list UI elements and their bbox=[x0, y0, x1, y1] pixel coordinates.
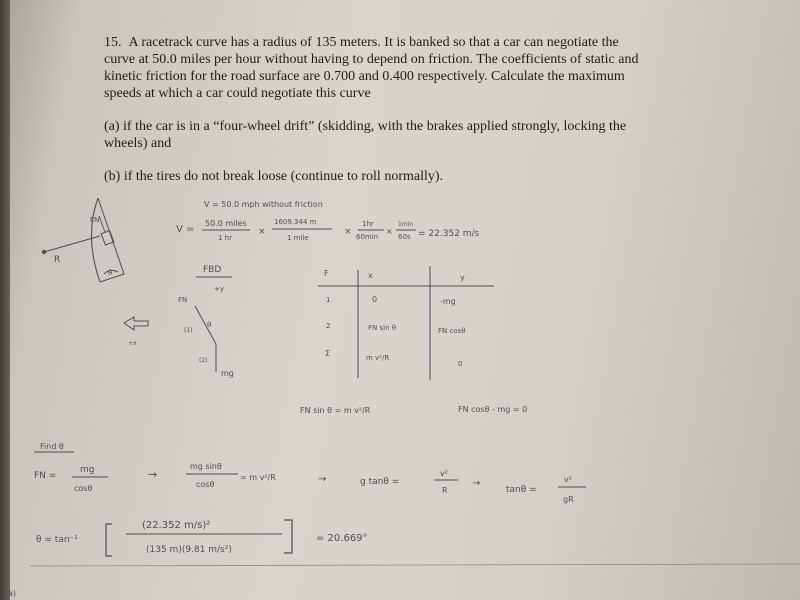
speed-header: V = 50.0 mph without friction bbox=[204, 200, 323, 209]
fbd-mg-label: mg bbox=[221, 369, 234, 378]
step3-lhs: g tanθ = bbox=[360, 477, 400, 487]
fn-den: cosθ bbox=[74, 484, 93, 493]
frac2-den: 1 mile bbox=[287, 234, 309, 242]
statement-line-3: kinetic friction for the road surface are 0.700 and 0.400 respectively. Calculate the maximum bbox=[104, 69, 625, 84]
left-bracket bbox=[106, 524, 112, 556]
find-label: Find θ bbox=[40, 442, 64, 451]
step2-num: mg sinθ bbox=[190, 462, 222, 471]
free-body-diagram bbox=[124, 265, 234, 378]
fbd-marker-1: (1) bbox=[184, 327, 193, 334]
table-row-3-x: m v²/R bbox=[366, 354, 390, 362]
frac4-den: 60s bbox=[398, 233, 411, 241]
direction-arrow-icon bbox=[124, 317, 148, 330]
theta-num: (22.352 m/s)² bbox=[142, 520, 211, 531]
equation-y: FN cosθ - mg = 0 bbox=[458, 405, 528, 414]
arrow-1: → bbox=[148, 468, 158, 481]
table-row-2-f: 2 bbox=[326, 322, 331, 330]
theta-result: = 20.669° bbox=[316, 533, 368, 544]
table-row-1-x: 0 bbox=[372, 295, 378, 304]
fbd-title: FBD bbox=[203, 265, 222, 275]
frac3-den: 60min bbox=[356, 233, 379, 241]
fbd-plus-x: +x bbox=[128, 340, 137, 347]
theta-den: (135 m)(9.81 m/s²) bbox=[146, 545, 232, 555]
v-result: = 22.352 m/s bbox=[418, 229, 480, 239]
step4-num: v² bbox=[564, 475, 572, 484]
paper-rule bbox=[30, 564, 800, 566]
frac3-num: 1hr bbox=[362, 220, 374, 228]
theta-lhs: θ = tan⁻¹ bbox=[36, 535, 78, 545]
statement-line-1: 15. A racetrack curve has a radius of 135 meters. It is banked so that a car can negotiate the bbox=[104, 35, 619, 50]
table-header-f: F bbox=[324, 269, 329, 278]
curve-arc bbox=[91, 198, 100, 282]
step3-den: R bbox=[442, 486, 448, 495]
table-row-2-x: FN sin θ bbox=[368, 324, 397, 332]
table-row-2-y: FN cosθ bbox=[438, 327, 466, 335]
part-b-line: (b) if the tires do not break loose (continue to roll normally). bbox=[104, 169, 444, 184]
step4-den: gR bbox=[563, 495, 574, 504]
fn-vector bbox=[195, 306, 216, 344]
fbd-fn-label: FN bbox=[178, 296, 188, 304]
step2-den: cosθ bbox=[196, 480, 215, 489]
normal-label: FN bbox=[90, 216, 100, 224]
fbd-plus-y: +y bbox=[214, 285, 225, 293]
arrow-2: → bbox=[318, 474, 327, 485]
times1: × bbox=[258, 227, 266, 237]
step2-rhs: = m v²/R bbox=[240, 473, 276, 482]
step3-num: v² bbox=[440, 469, 448, 478]
v-prefix: V = bbox=[176, 224, 195, 235]
table-row-3-y: 0 bbox=[458, 360, 463, 368]
frac4-num: 1min bbox=[398, 221, 414, 228]
force-table bbox=[318, 266, 494, 380]
part-a-line-1: (a) if the car is in a “four-wheel drift” (skidding, with the brakes applied strongly, locking the bbox=[104, 119, 627, 134]
frac1-num: 50.0 miles bbox=[205, 219, 247, 228]
fn-lhs: FN = bbox=[34, 471, 57, 481]
banked-curve-diagram bbox=[42, 198, 124, 282]
right-bracket bbox=[284, 520, 292, 553]
table-row-1-y: -mg bbox=[440, 297, 456, 306]
fbd-theta: θ bbox=[207, 321, 212, 329]
table-header-x: x bbox=[368, 271, 373, 280]
statement-line-2: curve at 50.0 miles per hour without having to depend on friction. The coefficients of static and bbox=[104, 52, 639, 67]
table-row-1-f: 1 bbox=[326, 296, 331, 304]
frac1-den: 1 hr bbox=[218, 234, 232, 242]
angle-label: θ bbox=[108, 269, 113, 277]
car-box bbox=[101, 231, 114, 245]
times3: × bbox=[386, 227, 393, 236]
part-a-line-2: wheels) and bbox=[104, 136, 172, 151]
problem-number: 15. bbox=[104, 35, 122, 50]
table-row-3-f: Σ bbox=[325, 349, 331, 358]
arrow-3: → bbox=[472, 478, 481, 489]
normal-arrow bbox=[99, 216, 105, 232]
bottom-mark: a) bbox=[8, 589, 17, 598]
times2: × bbox=[344, 227, 352, 237]
statement-line-4: speeds at which a car could negotiate this curve bbox=[104, 86, 371, 101]
fbd-marker-2: (2) bbox=[199, 357, 208, 364]
step4-lhs: tanθ = bbox=[506, 485, 537, 495]
radius-label: R bbox=[54, 255, 61, 265]
equation-x: FN sin θ = m v²/R bbox=[300, 406, 371, 415]
table-header-y: y bbox=[460, 273, 465, 282]
frac2-num: 1609.344 m bbox=[274, 218, 317, 226]
fn-num: mg bbox=[80, 465, 95, 475]
